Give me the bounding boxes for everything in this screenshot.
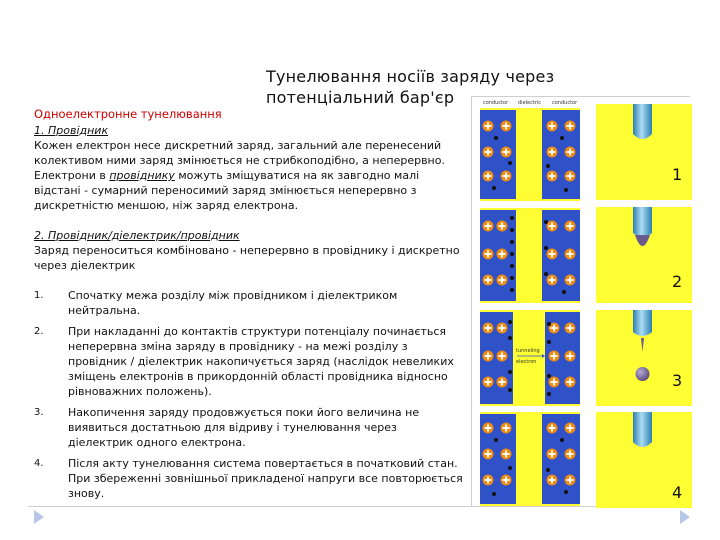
step-number: 1. xyxy=(34,290,44,301)
panel-number: 4 xyxy=(672,483,683,502)
step-text: Спочатку межа розділу між провідником і діелектриком нейтральна. xyxy=(68,289,398,317)
list-item xyxy=(34,405,464,450)
list-item xyxy=(34,288,464,318)
item2-body: Заряд переноситься комбіновано - неперервно в провіднику і дискретно через діелектрик xyxy=(34,244,460,272)
section-heading: Одноелектронне тунелювання xyxy=(34,107,222,121)
item1-body-b-pre: Електрони в xyxy=(34,169,110,182)
nav-arrow-left-icon[interactable] xyxy=(34,510,44,524)
item2-title: 2. Провідник/діелектрик/провідник xyxy=(34,229,240,242)
header-dielectric: dielectric xyxy=(518,100,542,106)
panel-number: 1 xyxy=(672,165,683,184)
tip-panel-2 xyxy=(596,207,692,303)
conductor-link: провіднику xyxy=(109,169,175,182)
diagram-panel-2 xyxy=(480,208,580,303)
step-number: 3. xyxy=(34,407,44,418)
step-text: Після акту тунелювання система повертається в початковий стан. При збереженні зовнішньої прикладеної напруги все повторюється знову. xyxy=(68,457,463,500)
header-conductor-left: conductor xyxy=(483,100,509,106)
diagram-panel-3 xyxy=(480,310,580,406)
tunneling-diagram xyxy=(480,98,580,510)
description-text xyxy=(34,107,464,273)
item1-title: 1. Провідник xyxy=(34,124,109,137)
divider-line xyxy=(472,96,690,97)
slide-title: Тунелювання носіїв заряду через потенціальний бар'єр xyxy=(266,67,555,107)
header-conductor-right: conductor xyxy=(552,100,578,106)
step-text: При накладанні до контактів структури потенціалу починається неперервна зміна заряду в провіднику - на межі розділу з провідник / діелектрик накопичується заряд (наслідок невеликих зміщень електронів в прикордонній області провідника відносно рівноважних положень). xyxy=(68,325,454,398)
tip-panels xyxy=(596,104,692,508)
step-number: 4. xyxy=(34,458,44,469)
list-item xyxy=(34,324,464,399)
item1-body-b-post: можуть зміщуватися на як завгодно малі відстані - сумарний переносимий заряд змінюється неперервно з дискретністю меншою, ніж заряд електрона. xyxy=(34,169,420,212)
panel-number: 3 xyxy=(672,371,683,390)
diagram-panel-1 xyxy=(480,108,580,201)
panel-number: 2 xyxy=(672,272,683,291)
step-number: 2. xyxy=(34,326,44,337)
steps-list xyxy=(34,288,464,507)
item1-body-b xyxy=(34,168,464,213)
divider-line xyxy=(471,96,472,506)
diagram-panel-4 xyxy=(480,412,580,506)
tunneling-label: tunneling xyxy=(516,348,540,354)
item1-body: Кожен електрон несе дискретний заряд, загальний але перенесений колективом ними заряд змінюється не стрибкоподібно, а неперервно. xyxy=(34,139,445,167)
tip-panel-1 xyxy=(596,104,692,200)
tip-panel-3 xyxy=(596,310,692,406)
electron-label: electron xyxy=(516,359,537,365)
step-text: Накопичення заряду продовжується поки його величина не виявиться достатньою для відриву і тунелювання через діелектрик одного електрона. xyxy=(68,406,420,449)
nav-arrow-right-icon[interactable] xyxy=(680,510,690,524)
tip-panel-4 xyxy=(596,412,692,508)
list-item xyxy=(34,456,464,501)
